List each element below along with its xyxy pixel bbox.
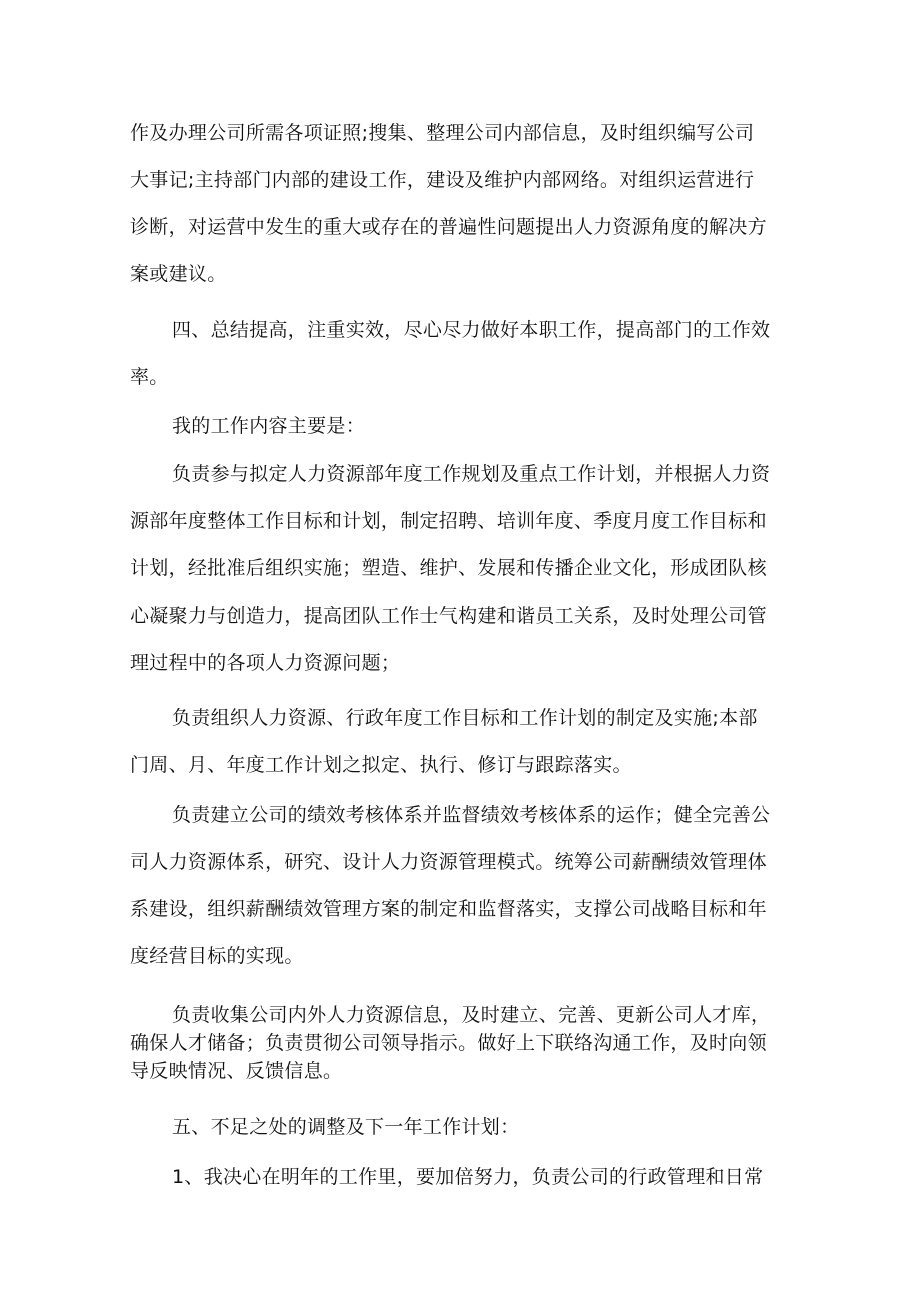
paragraph-7-line-2: 确保人才储备；负责贯彻公司领导指示。做好上下联络沟通工作，及时向领 xyxy=(130,1032,767,1054)
paragraph-4-line-2: 源部年度整体工作目标和计划，制定招聘、培训年度、季度月度工作目标和 xyxy=(130,510,767,532)
paragraph-6-line-2: 司人力资源体系，研究、设计人力资源管理模式。统筹公司薪酬绩效管理体 xyxy=(130,851,767,873)
paragraph-1-line-3: 诊断，对运营中发生的重大或存在的普遍性问题提出人力资源角度的解决方 xyxy=(130,216,767,238)
paragraph-7-line-3: 导反映情况、反馈信息。 xyxy=(130,1060,343,1082)
paragraph-8-line-1: 五、不足之处的调整及下一年工作计划： xyxy=(172,1116,520,1138)
paragraph-3-line-1: 我的工作内容主要是： xyxy=(172,415,366,437)
paragraph-4-line-3: 计划，经批准后组织实施；塑造、维护、发展和传播企业文化，形成团队核 xyxy=(130,557,767,579)
paragraph-6-line-4: 度经营目标的实现。 xyxy=(130,945,304,967)
paragraph-5-line-1: 负责组织人力资源、行政年度工作目标和工作计划的制定及实施;本部 xyxy=(172,707,758,729)
paragraph-5-line-2: 门周、月、年度工作计划之拟定、执行、修订与跟踪落实。 xyxy=(130,754,632,776)
paragraph-4-line-4: 心凝聚力与创造力，提高团队工作士气构建和谐员工关系，及时处理公司管 xyxy=(130,605,767,627)
paragraph-2-line-2: 率。 xyxy=(130,366,169,388)
paragraph-9-line-1: 1、我决心在明年的工作里，要加倍努力，负责公司的行政管理和日常 xyxy=(172,1166,764,1188)
paragraph-6-line-3: 系建设，组织薪酬绩效管理方案的制定和监督落实，支撑公司战略目标和年 xyxy=(130,898,767,920)
paragraph-1-line-2: 大事记;主持部门内部的建设工作，建设及维护内部网络。对组织运营进行 xyxy=(130,169,755,191)
paragraph-4-line-1: 负责参与拟定人力资源部年度工作规划及重点工作计划，并根据人力资 xyxy=(172,463,771,485)
paragraph-6-line-1: 负责建立公司的绩效考核体系并监督绩效考核体系的运作；健全完善公 xyxy=(172,804,771,826)
paragraph-1-line-1: 作及办理公司所需各项证照;搜集、整理公司内部信息，及时组织编写公司 xyxy=(130,122,755,144)
paragraph-1-line-4: 案或建议。 xyxy=(130,263,227,285)
paragraph-2-line-1: 四、总结提高，注重实效，尽心尽力做好本职工作，提高部门的工作效 xyxy=(172,319,771,341)
paragraph-4-line-5: 理过程中的各项人力资源问题； xyxy=(130,652,401,674)
paragraph-7-line-1: 负责收集公司内外人力资源信息，及时建立、完善、更新公司人才库， xyxy=(172,1004,771,1026)
